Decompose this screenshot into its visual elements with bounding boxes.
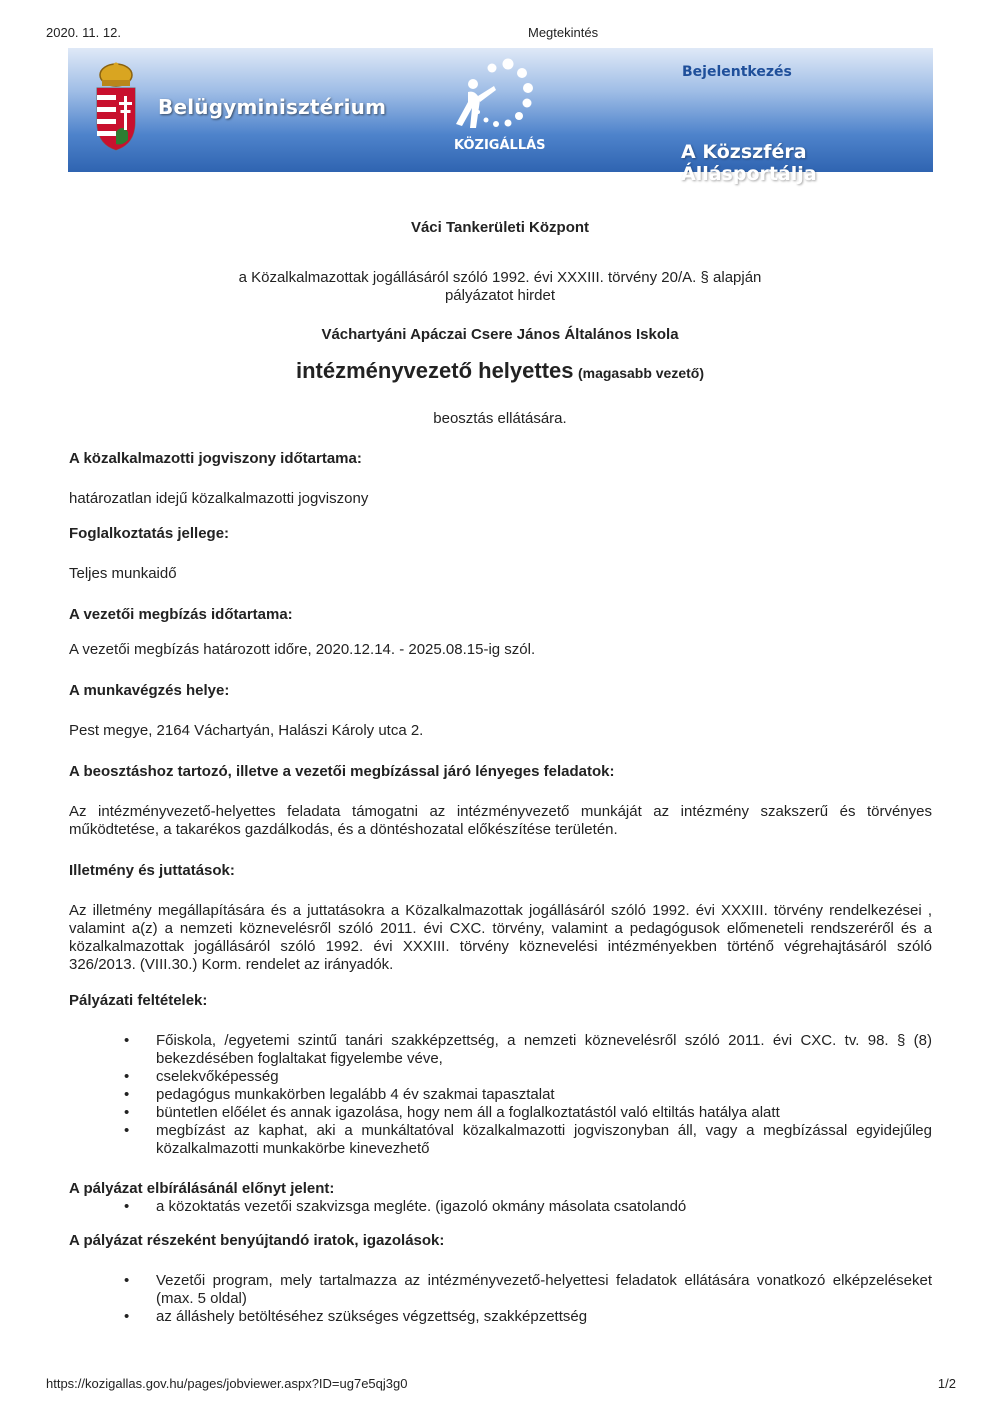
list-item: • pedagógus munkakörben legalább 4 év szakmai tapasztalat: [69, 1086, 932, 1104]
section-text-mandate: A vezetői megbízás határozott időre, 2020.12.14. - 2025.08.15-ig szól.: [69, 641, 536, 658]
section-title-conditions: Pályázati feltételek:: [69, 992, 208, 1009]
section-text-employment: Teljes munkaidő: [69, 565, 177, 582]
print-title: Megtekintés: [528, 25, 599, 40]
school-name: Váchartyáni Apáczai Csere János Általános Iskola: [321, 326, 679, 343]
section-text-tasks: Az intézményvezető-helyettes feladata támogatni az intézményvezető munkáját az intézmény szakszerű és törvényes működtetése, a takarékos gazdálkodás, és a döntéshozatal előkészítése területén.: [69, 803, 932, 838]
section-title-salary: Illetmény és juttatások:: [69, 862, 235, 879]
section-title-advantage: A pályázat elbírálásánál előnyt jelent:: [69, 1180, 335, 1197]
list-item: • büntetlen előélet és annak igazolása, hogy nem áll a foglalkoztatástól való eltiltás hatálya alatt: [69, 1104, 932, 1122]
print-url: https://kozigallas.gov.hu/pages/jobviewer.aspx?ID=ug7e5qj3g0: [46, 1376, 408, 1391]
section-title-tasks: A beosztáshoz tartozó, illetve a vezetői megbízással járó lényeges feladatok:: [69, 763, 615, 780]
law-reference: [0, 269, 1000, 305]
job-details: [69, 450, 932, 1326]
portal-title: A Közszféra Állásportálja: [681, 141, 817, 185]
section-title-documents: A pályázat részeként benyújtandó iratok, igazolások:: [69, 1232, 445, 1249]
coat-of-arms-icon: [94, 62, 138, 154]
list-item: • cselekvőképesség: [69, 1068, 932, 1086]
position-title: [0, 358, 1000, 384]
position-note: (magasabb vezető): [577, 365, 705, 381]
print-date: 2020. 11. 12.: [46, 25, 121, 40]
ministry-name: Belügyminisztérium: [158, 95, 387, 119]
law-line-1: a Közalkalmazottak jogállásáról szóló 1992. évi XXXIII. törvény 20/A. § alapján: [238, 269, 762, 286]
position-name: intézményvezető helyettes: [295, 358, 574, 383]
login-link[interactable]: Bejelentkezés: [682, 64, 792, 80]
assignment-text: beosztás ellátására.: [433, 410, 567, 427]
section-title-mandate: A vezetői megbízás időtartama:: [69, 606, 293, 623]
list-item: • a közoktatás vezetői szakvizsga megléte. (igazoló okmány másolata csatolandó: [69, 1198, 932, 1216]
section-title-place: A munkavégzés helye:: [69, 682, 230, 699]
kozigallas-logo-icon: [448, 56, 543, 136]
list-item: • Vezetői program, mely tartalmazza az intézményvezető-helyettesi feladatok ellátására vonatkozó elképzeléseket (max. 5 oldal): [69, 1272, 932, 1308]
section-text-salary: Az illetmény megállapítására és a juttatásokra a Közalkalmazottak jogállásáról szóló 1992. évi XXXIII. törvény rendelkezései , valamint a(z) a nemzeti köznevelésről szóló 2011. évi CXC. törvény, valamint a pedagógusok előmeneteli rendszeréről és a közalkalmazottak jogállásáról szóló 1992. évi XXXIII. törvény köznevelési intézményekben történő végrehajtásáról szóló 326/2013. (VIII.30.) Korm. rendelet az irányadók.: [69, 902, 932, 973]
section-text-place: Pest megye, 2164 Váchartyán, Halászi Károly utca 2.: [69, 722, 424, 739]
conditions-list: [69, 1032, 932, 1158]
documents-list: [69, 1272, 932, 1326]
list-item: • megbízást az kaphat, aki a munkáltatóval közalkalmazotti jogviszonyban áll, vagy a megbízással egyidejűleg közalkalmazotti munkakörbe kinevezhető: [69, 1122, 932, 1158]
section-text-duration: határozatlan idejű közalkalmazotti jogviszony: [69, 490, 369, 507]
section-title-duration: A közalkalmazotti jogviszony időtartama:: [69, 450, 362, 467]
list-item: • Főiskola, /egyetemi szintű tanári szakképzettség, a nemzeti köznevelésről szóló 2011. évi CXC. tv. 98. § (8) bekezdésében foglaltakat figyelembe véve,: [69, 1032, 932, 1068]
print-page-number: 1/2: [937, 1376, 956, 1391]
advantages-list: [69, 1198, 932, 1216]
section-title-employment: Foglalkoztatás jellege:: [69, 525, 230, 542]
law-line-2: pályázatot hirdet: [444, 287, 556, 304]
list-item: • az álláshely betöltéséhez szükséges végzettség, szakképzettség: [69, 1308, 932, 1326]
organization-name: Váci Tankerületi Központ: [410, 219, 590, 236]
header-banner: [68, 48, 933, 185]
kozigallas-logo-text: KÖZIGÁLLÁS: [454, 138, 546, 153]
